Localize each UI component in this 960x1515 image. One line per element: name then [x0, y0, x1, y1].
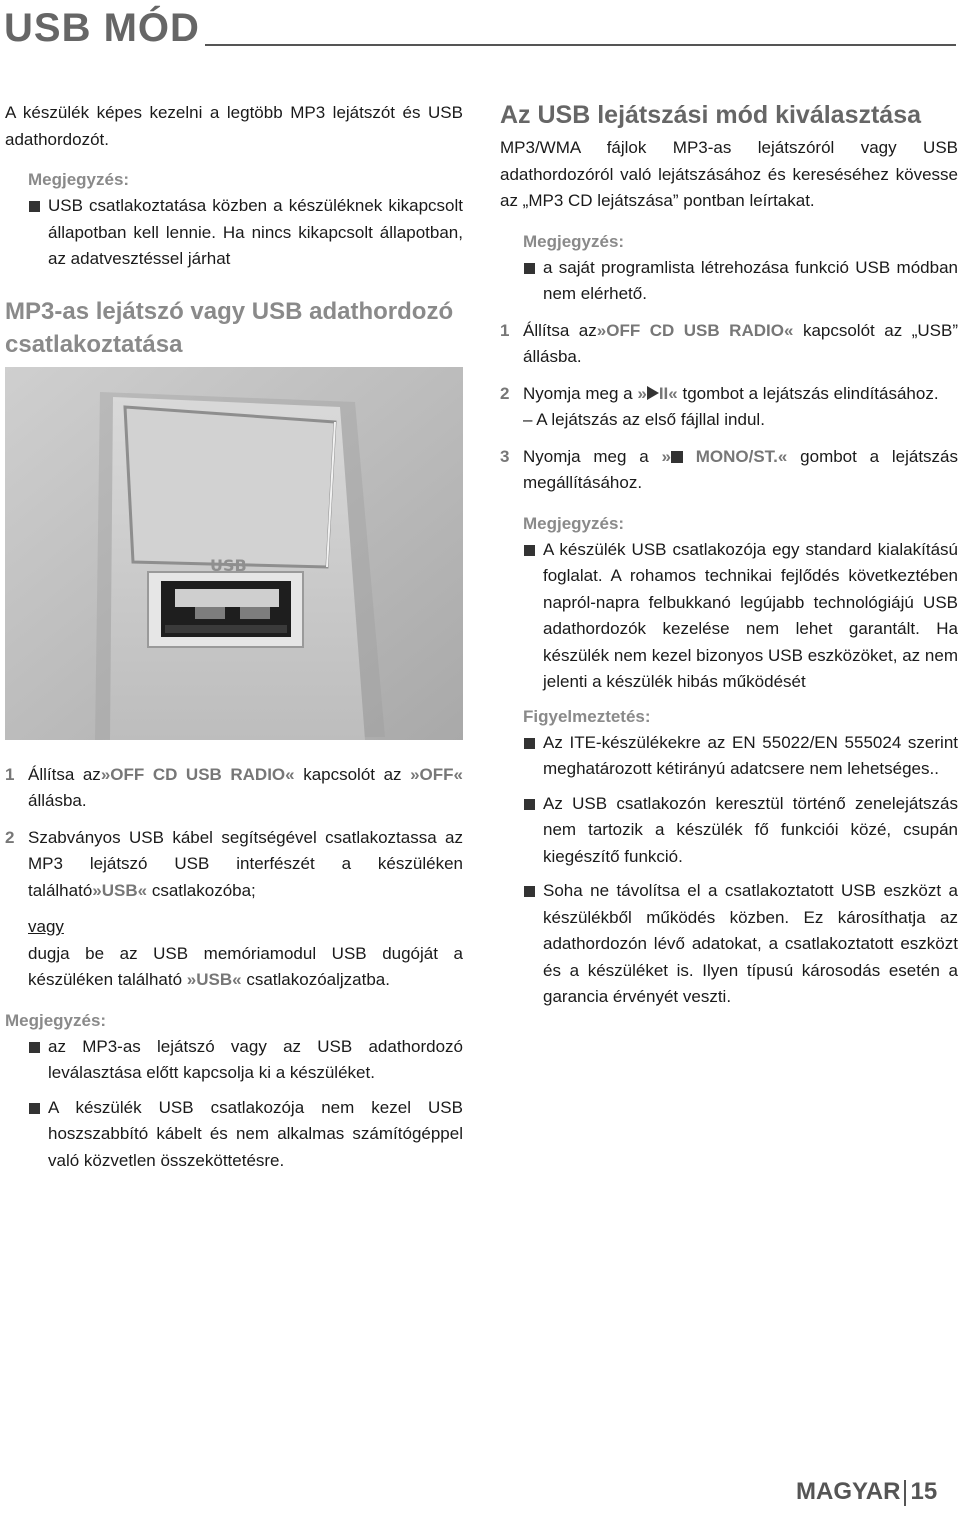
page-footer [796, 1478, 937, 1506]
play-pause-button-label [637, 384, 677, 403]
note-bullet: A készülék USB csatlakozója nem kezel USB hoszszabbító kábelt és nem alkalmas számítógéppel való közvetlen összeköttetésre. [28, 1095, 463, 1175]
note-block [500, 255, 958, 308]
socket-name: »USB« [186, 970, 242, 989]
note-bullet: A készülék USB csatlakozója egy standard kialakítású foglalat. A rohamos technikai fejlődés következtében napról-napra felbukkanó legújabb technológiájú USB adathordozók kezelése nem lehet garantált. Ha készülék nem kezel bizonyos USB eszközöket, az nem jelenti a készülék hibás működését [523, 537, 958, 696]
alt-text-start: dugja be az USB memóriamodul USB dugóját a készüléken található [28, 943, 463, 989]
page-number: 15 [910, 1478, 938, 1505]
play-icon [647, 386, 659, 400]
step-1 [500, 318, 958, 371]
alt-text [28, 941, 463, 994]
warning-bullet: Az USB csatlakozón keresztül történő zenelejátszás nem tartozik a készülék fő funkciói közé, csupán kiegészítő funkció. [523, 791, 958, 871]
quote-open: » [661, 446, 671, 466]
warning-bullet: Az ITE-készülékekre az EN 55022/EN 555024 szerint meghatározott kétirányú adatcsere nem lehetséges.. [523, 730, 958, 783]
intro-text: A készülék képes kezelni a legtöbb MP3 lejátszót és USB adathordozót. [5, 103, 463, 149]
note-label: Megjegyzés: [28, 170, 130, 189]
switch-position: »OFF« [410, 764, 463, 784]
title-rule [205, 44, 956, 46]
usb-port-illustration [5, 367, 463, 740]
step-number: 1 [5, 764, 15, 784]
note-bullet: az MP3-as lejátszó vagy az USB adathordozó leválasztása előtt kapcsolja ki a készüléket. [28, 1034, 463, 1087]
left-column [5, 100, 463, 1174]
note-label: Megjegyzés: [5, 1010, 107, 1030]
step-text: Nyomja meg a [523, 383, 633, 403]
step-text: Nyomja meg a [523, 446, 649, 466]
step-text: állásba. [28, 791, 87, 810]
note-block [5, 1034, 463, 1175]
step-text: gombot a lejátszás megállításához. [523, 446, 958, 492]
step-text: Szabványos USB kábel segítségével csatlakoztassa az MP3 lejátszó USB interfészét a készüléken található [28, 827, 463, 900]
step-result: – A lejátszás az első fájllal indul. [523, 410, 765, 429]
footer-separator [904, 1480, 906, 1506]
step-text: Állítsa az [523, 320, 597, 340]
step-text: kapcsolót az [303, 764, 402, 784]
note-block [500, 537, 958, 696]
footer-language: MAGYAR [796, 1478, 901, 1505]
section-heading: Az USB lejátszási mód kiválasztása [500, 101, 922, 129]
switch-name: »OFF CD USB RADIO« [596, 320, 794, 340]
step-1 [5, 762, 463, 815]
warning-bullet: Soha ne távolítsa el a csatlakoztatott USB eszközt a készülékből működés közben. Ez károsíthatja az adathordozón lévő adatokat, a csatlakoztatott eszközt és a készüléket is. Ilyen típusú károsodás esetén a garancia érvényét veszti. [523, 878, 958, 1011]
usb-port-label: USB [210, 555, 247, 575]
step-2 [5, 825, 463, 905]
alt-block [5, 914, 463, 994]
intro-text: MP3/WMA fájlok MP3-as lejátszóról vagy USB adathordozóról való lejátszásához és kereséséhez kövesse az „MP3 CD lejátszása” pontban leírtakat. [500, 138, 958, 210]
quote-open: » [637, 383, 647, 403]
note-label: Megjegyzés: [523, 231, 625, 251]
note-label: Megjegyzés: [523, 513, 625, 533]
step-text: csatlakozóba; [151, 880, 256, 900]
socket-name: »USB« [92, 880, 148, 900]
step-text: kapcsolót az „USB” állásba. [523, 320, 959, 366]
step-number: 3 [500, 446, 510, 466]
quote-close: « [668, 383, 678, 403]
step-text: Állítsa az [28, 764, 101, 784]
note-block [5, 193, 463, 273]
stop-icon [671, 451, 683, 463]
note-bullet: USB csatlakoztatása közben a készüléknek kikapcsolt állapotban kell lennie. Ha nincs kikapcsolt állapotban, az adatvesztéssel járhat [28, 193, 463, 273]
usb-port-photo [5, 367, 463, 740]
right-column [500, 100, 958, 1011]
pause-symbol: II [658, 383, 669, 403]
switch-name: »OFF CD USB RADIO« [100, 764, 295, 784]
button-name: MONO/ST. [695, 446, 778, 466]
step-number: 2 [500, 383, 510, 403]
step-3 [500, 444, 958, 497]
quote-close: « [777, 446, 788, 466]
or-label: vagy [28, 917, 64, 936]
note-bullet: a saját programlista létrehozása funkció USB módban nem elérhető. [523, 255, 958, 308]
warning-block [500, 730, 958, 1011]
step-2 [500, 381, 958, 434]
step-number: 2 [5, 827, 15, 847]
warning-label: Figyelmeztetés: [523, 706, 651, 726]
page-title: USB MÓD [4, 6, 200, 50]
stop-button-label [661, 447, 787, 466]
step-text: tgombot a lejátszás elindításához. [682, 383, 939, 403]
alt-text-end: csatlakozóaljzatba. [246, 970, 390, 989]
connect-heading: MP3-as lejátszó vagy USB adathordozó csatlakoztatása [5, 297, 454, 358]
step-number: 1 [500, 320, 510, 340]
